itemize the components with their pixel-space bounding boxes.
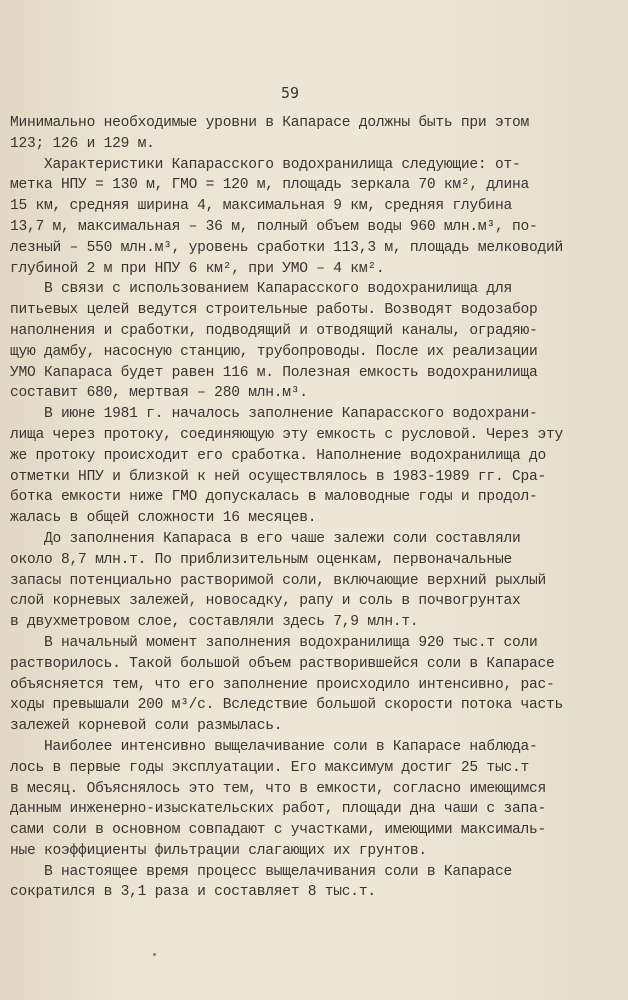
text-line: сами соли в основном совпадают с участками, имеющими максималь-: [10, 822, 546, 839]
text-line: жалась в общей сложности 16 месяцев.: [10, 510, 317, 527]
text-line: ходы превышали 200 м³/с. Вследствие большой скорости потока часть: [10, 697, 563, 714]
text-line: В связи с использованием Капарасского водохранилища для: [10, 281, 512, 298]
text-line: ные коэффициенты фильтрации слагающих их грунтов.: [10, 842, 427, 859]
text-line: же протоку происходит его сработка. Наполнение водохранилища до: [10, 447, 546, 464]
text-line: До заполнения Капараса в его чаше залежи соли составляли: [10, 530, 521, 547]
text-line: залежей корневой соли размылась.: [10, 718, 283, 735]
text-line: в двухметровом слое, составляли здесь 7,9 млн.т.: [10, 614, 419, 631]
text-line: 15 км, средняя ширина 4, максимальная 9 км, средняя глубина: [10, 198, 512, 215]
text-line: В начальный момент заполнения водохранилища 920 тыс.т соли: [10, 634, 538, 651]
text-line: УМО Капараса будет равен 116 м. Полезная емкость водохранилища: [10, 364, 538, 381]
text-line: составит 680, мертвая – 280 млн.м³.: [10, 385, 308, 402]
paper-speck: [153, 953, 156, 956]
text-line: питьевых целей ведутся строительные работы. Возводят водозабор: [10, 302, 538, 319]
text-line: ботка емкости ниже ГМО допускалась в маловодные годы и продол-: [10, 489, 538, 506]
text-line: В июне 1981 г. началось заполнение Капарасского водохрани-: [10, 406, 538, 423]
text-line: в месяц. Объяснялось это тем, что в емкости, согласно имеющимся: [10, 780, 546, 797]
text-line: 13,7 м, максимальная – 36 м, полный объем воды 960 млн.м³, по-: [10, 218, 538, 235]
text-line: сократился в 3,1 раза и составляет 8 тыс.т.: [10, 884, 376, 901]
text-line: В настоящее время процесс выщелачивания соли в Капарасе: [10, 863, 512, 880]
text-line: данным инженерно-изыскательских работ, площади дна чаши с запа-: [10, 801, 546, 818]
text-line: щую дамбу, насосную станцию, трубопроводы. После их реализации: [10, 343, 538, 360]
text-line: отметки НПУ и близкой к ней осуществлялось в 1983-1989 гг. Сра-: [10, 468, 546, 485]
text-line: Минимально необходимые уровни в Капарасе должны быть при этом: [10, 115, 529, 131]
text-line: наполнения и сработки, подводящий и отводящий каналы, оградяю-: [10, 322, 538, 339]
text-line: лось в первые годы эксплуатации. Его максимум достиг 25 тыс.т: [10, 759, 529, 776]
text-line: Характеристики Капарасского водохранилища следующие: от-: [10, 156, 521, 173]
text-line: лезный – 550 млн.м³, уровень сработки 113,3 м, площадь мелководий: [10, 239, 563, 256]
text-line: глубиной 2 м при НПУ 6 км², при УМО – 4 км².: [10, 260, 385, 277]
text-line: около 8,7 млн.т. По приблизительным оценкам, первоначальные: [10, 551, 512, 568]
text-line: объясняется тем, что его заполнение происходило интенсивно, рас-: [10, 676, 555, 693]
text-line: лища через протоку, соединяющую эту емкость с русловой. Через эту: [10, 426, 563, 443]
text-line: Наиболее интенсивно выщелачивание соли в Капарасе наблюда-: [10, 738, 538, 755]
text-line: растворилось. Такой большой объем растворившейся соли в Капарасе: [10, 655, 555, 672]
page-number: 59: [280, 84, 300, 102]
text-line: слой корневых залежей, новосадку, рапу и соль в почвогрунтах: [10, 593, 521, 610]
text-line: 123; 126 и 129 м.: [10, 135, 155, 152]
body-text: [10, 113, 610, 903]
text-line: метка НПУ = 130 м, ГМО = 120 м, площадь зеркала 70 км², длина: [10, 177, 529, 194]
text-line: запасы потенциально растворимой соли, включающие верхний рыхлый: [10, 572, 546, 589]
